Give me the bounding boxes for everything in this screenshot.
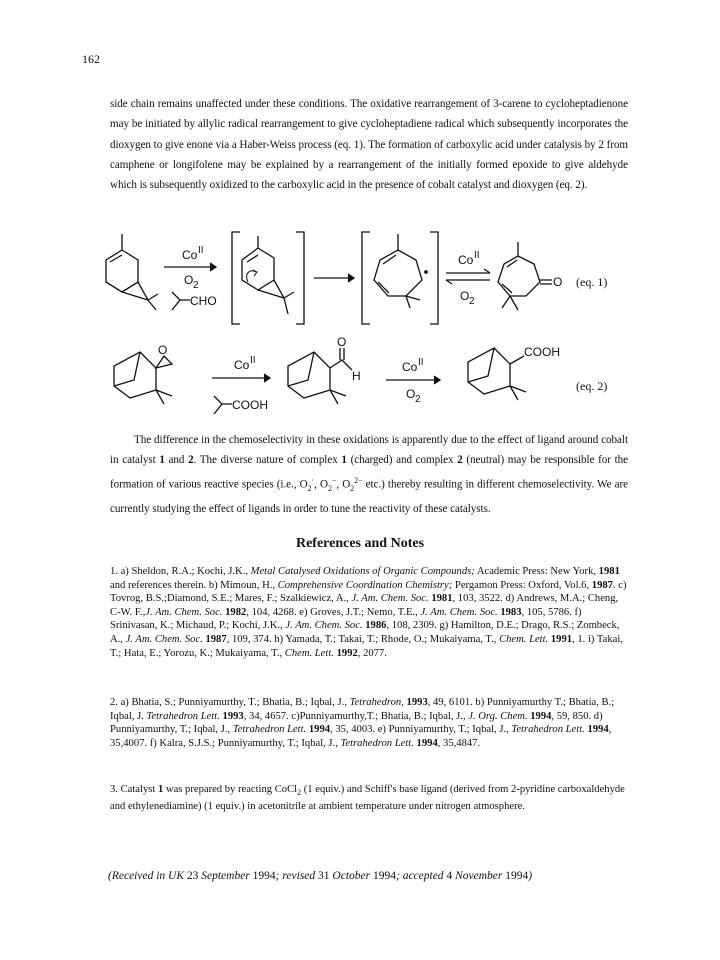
eq2-aldehyde-h: H	[352, 369, 361, 383]
cycloheptadiene-radical-structure	[374, 234, 427, 308]
isobutyraldehyde-structure	[172, 292, 190, 310]
eq1-reagent-co-sup: II	[198, 245, 204, 256]
aldehyde-structure	[288, 348, 352, 404]
arrow-eq1-step1	[164, 263, 216, 271]
equilibrium-arrow-eq1	[446, 269, 490, 284]
eq2-reagent-co: Co	[234, 358, 250, 372]
reaction-scheme	[100, 220, 640, 415]
eq1-reagent-co: Co	[182, 248, 198, 262]
eq2-reagent-co-sup: II	[250, 355, 256, 366]
eq1-label: (eq. 1)	[576, 275, 608, 289]
reaction-scheme-svg	[100, 220, 640, 415]
eq2-reagent-cooh: COOH	[232, 398, 268, 412]
eq1-reagent2-o2: O	[460, 289, 470, 303]
eq1-reagent2-co-sup: II	[474, 250, 480, 261]
eq1-reagent-o2: O	[184, 273, 194, 287]
eq2-product-cooh: COOH	[524, 345, 560, 359]
isobutyric-acid-structure	[214, 396, 232, 414]
paragraph-chemoselectivity: The difference in the chemoselectivity in these oxidations is apparently due to the effect of ligand around cobalt in catalyst 1 and 2. The diverse nature of complex 1 (charged) and complex 2 (neutral) may be responsible for the formation of various reactive species (i.e., $O_2^\cdot$, $O_2^-$, $O_2^{2-}$ etc.) thereby resulting in different chemoselectivity. We are currently studying the effect of ligands in order to tune the reactivity of these catalysts.	[110, 434, 628, 515]
arrow-eq2-step2	[386, 376, 440, 384]
eq2-reagent2-co-sup: II	[418, 357, 424, 368]
eq2-aldehyde-o: O	[337, 335, 347, 349]
reference-3: 3. Catalyst 1 was prepared by reacting CoCl$_2$ (1 equiv.) and Schiff's base ligand (derived from 2-pyridine carboxaldehyde and ethylenediamine) (1 equiv.) in acetonitrile at ambient temperature under nitrogen atmosphere.	[110, 784, 625, 812]
eq1-reagent-o2-sub: 2	[193, 280, 199, 291]
arrow-eq1-step2	[314, 274, 354, 282]
eq2-label: (eq. 2)	[576, 379, 608, 393]
bracket-right-2	[430, 232, 438, 324]
bracket-left-1	[232, 232, 240, 324]
paragraph-mechanism: side chain remains unaffected under these conditions. The oxidative rearrangement of 3-carene to cycloheptadienone may be initiated by allylic radical rearrangement to give cycloheptadiene radical which subsequently incorporates the dioxygen to give enone via a Haber-Weiss process (eq. 1). The formation of carboxylic acid under catalysis by 2 from camphene or longifolene may be explained by a rearrangement of the initially formed epoxide to give aldehyde which is subsequently oxidized to the carboxylic acid in the presence of cobalt catalyst and dioxygen (eq. 2).	[110, 98, 628, 192]
carene-structure	[106, 234, 158, 310]
camphene-epoxide-structure	[114, 352, 172, 404]
eq1-product-carbonyl-o: O	[553, 275, 563, 289]
bracket-left-2	[362, 232, 370, 324]
eq2-reagent2-o2: O	[406, 387, 416, 401]
carboxylic-acid-structure	[468, 348, 526, 400]
cycloheptadienone-structure	[498, 242, 552, 310]
eq2-epoxide-o: O	[158, 343, 168, 357]
bracket-right-1	[296, 232, 304, 324]
references-heading: References and Notes	[295, 536, 425, 551]
eq2-reagent2-o2-sub: 2	[415, 394, 421, 405]
eq1-reagent-cho: CHO	[190, 294, 217, 308]
eq1-reagent2-co: Co	[458, 253, 474, 267]
reference-1: 1. a) Sheldon, R.A.; Kochi, J.K., Metal Catalysed Oxidations of Organic Compounds; Academic Press: New York, 1981 and references therein. b) Mimoun, H., Comprehensive Coordination Chemistry; Pergamon Press: Oxford, Vol.6, 1987. c) Tovrog, B.S.;Diamond, S.E.; Mares, F.; Szalkiewicz, A., J. Am. Chem. Soc. 1981, 103, 3522. d) Andrews, M.A.; Cheng, C-W. F.,J. Am. Chem. Soc. 1982, 104, 4268. e) Groves, J.T.; Nemo, T.E., J. Am. Chem. Soc. 1983, 105, 5786. f) Srinivasan, K.; Michaud, P.; Kochi, J.K., J. Am. Chem. Soc. 1986, 108, 2309. g) Hamilton, D.E.; Drago, R.S.; Zombeck, A., J. Am. Chem. Soc. 1987, 109, 374. h) Yamada, T.; Takai, T.; Rhode, O.; Mukaiyama, T., Chem. Lett. 1991, 1. i) Takai, T.; Hata, E.; Yorozu, K.; Mukaiyama, T., Chem. Lett. 1992, 2077.	[110, 566, 627, 659]
allylic-radical-structure	[242, 236, 294, 314]
received-dates: (Received in UK 23 September 1994; revised 31 October 1994; accepted 4 November 1994)	[108, 870, 533, 882]
arrow-eq2-step1	[212, 374, 270, 382]
eq1-reagent2-o2-sub: 2	[469, 296, 475, 307]
reference-2: 2. a) Bhatia, S.; Punniyamurthy, T.; Bhatia, B.; Iqbal, J., Tetrahedron, 1993, 49, 6101. b) Punniyamurthy T.; Bhatia, B.; Iqbal, J. Tetrahedron Lett. 1993, 34, 4657. c)Punniyamurthy,T.; Bhatia, B.; Iqbal, J., J. Org. Chem. 1994, 59, 850. d) Punniyamurthy, T.; Iqbal, J., Tetrahedron Lett. 1994, 35, 4003. e) Punniyamurthy, T.; Iqbal, J., Tetrahedron Lett. 1994, 35,4007. f) Kalra, S.J.S.; Punniyamurthy, T.; Iqbal, J., Tetrahedron Lett. 1994, 35,4847.	[110, 697, 615, 749]
eq2-reagent2-co: Co	[402, 360, 418, 374]
page-number: 162	[82, 52, 100, 66]
